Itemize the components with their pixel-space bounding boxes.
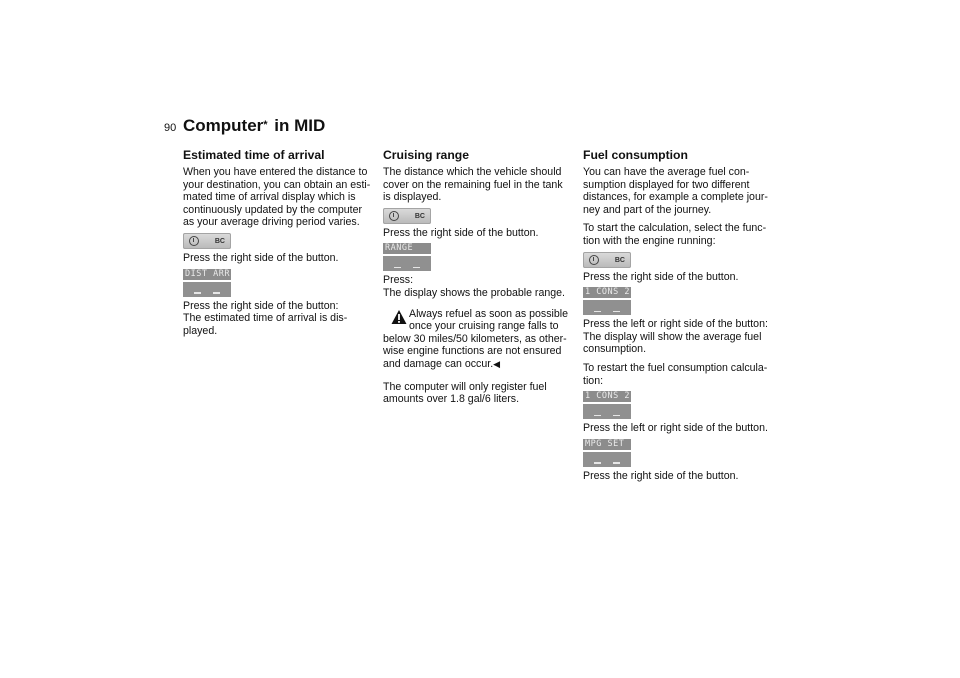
bc-button-graphic bbox=[583, 252, 631, 268]
note-paragraph: The computer will only register fuel amounts over 1.8 gal/6 liters. bbox=[383, 380, 547, 406]
lcd-display-text: MPG SET bbox=[583, 439, 631, 450]
start-paragraph: To start the calculation, select the func- tion with the engine running: bbox=[583, 222, 767, 247]
bc-button-graphic bbox=[383, 208, 431, 224]
restart-paragraph: To restart the fuel consumption calcula- tion: bbox=[583, 361, 768, 387]
lcd-display-graphic bbox=[583, 287, 631, 315]
step-text: Press the right side of the button. bbox=[583, 270, 739, 283]
lcd-display-text: RANGE bbox=[383, 243, 431, 254]
option-star: * bbox=[263, 119, 268, 131]
section-heading: Cruising range bbox=[383, 148, 470, 162]
step-text: Press the left or right side of the button: The display will show the average fuel consumption. bbox=[583, 318, 768, 356]
page-title bbox=[183, 116, 325, 136]
intro-paragraph: When you have entered the distance to your destination, you can obtain an esti- mated time of arrival display which is continuously updated by the computer as your average driving period varies. bbox=[183, 166, 371, 229]
page-title-rest: in MID bbox=[269, 116, 326, 135]
section-cruising-range bbox=[383, 148, 578, 406]
section-estimated-time-of-arrival bbox=[183, 148, 378, 337]
section-heading: Estimated time of arrival bbox=[183, 148, 325, 162]
lcd-display-segments bbox=[383, 256, 431, 271]
lcd-display-segments bbox=[583, 300, 631, 315]
bc-label: BC bbox=[414, 212, 425, 220]
intro-paragraph: You can have the average fuel con- sumption displayed for two different distances, for example a complete jour- ney and part of the journey. bbox=[583, 166, 768, 216]
clock-dial-icon bbox=[189, 236, 199, 246]
section-fuel-consumption bbox=[583, 148, 778, 482]
end-mark-icon: ◀ bbox=[493, 358, 501, 369]
lcd-display-text: DIST ARR bbox=[185, 268, 230, 279]
lcd-display-segments bbox=[583, 404, 631, 419]
warning-note bbox=[383, 308, 578, 371]
lcd-display-segments bbox=[583, 452, 631, 467]
lcd-display-graphic bbox=[183, 269, 231, 297]
section-heading: Fuel consumption bbox=[583, 148, 688, 162]
bc-label: BC bbox=[614, 256, 625, 264]
lcd-display-text: 1 CONS 2 bbox=[585, 391, 630, 402]
bc-label: BC bbox=[214, 237, 225, 245]
warning-text-rest bbox=[383, 333, 578, 371]
step-text: Press the right side of the button: The estimated time of arrival is dis- played. bbox=[183, 299, 348, 337]
step-text: Press the left or right side of the button. bbox=[583, 422, 768, 435]
page-title-main: Computer bbox=[183, 116, 264, 135]
warning-text-rest-body: below 30 miles/50 kilometers, as other- wise engine functions are not ensured and damage can occur. bbox=[383, 332, 567, 370]
step-text: Press the right side of the button. bbox=[383, 226, 539, 239]
lcd-display-graphic bbox=[583, 391, 631, 419]
warning-triangle-icon bbox=[391, 309, 407, 325]
step-text: Press: The display shows the probable range. bbox=[383, 274, 565, 299]
lcd-display-segments bbox=[183, 282, 231, 297]
bc-button-graphic bbox=[183, 233, 231, 249]
lcd-display-graphic bbox=[583, 439, 631, 467]
intro-paragraph: The distance which the vehicle should cover on the remaining fuel in the tank is displayed. bbox=[383, 166, 563, 204]
step-text: Press the right side of the button. bbox=[583, 469, 739, 482]
clock-dial-icon bbox=[389, 211, 399, 221]
warning-text-start: Always refuel as soon as possible once your cruising range falls to bbox=[409, 307, 568, 333]
lcd-display-text: 1 CONS 2 bbox=[585, 287, 630, 298]
lcd-display-graphic bbox=[383, 243, 431, 271]
step-text: Press the right side of the button. bbox=[183, 251, 339, 264]
page-number: 90 bbox=[164, 122, 177, 134]
clock-dial-icon bbox=[589, 255, 599, 265]
